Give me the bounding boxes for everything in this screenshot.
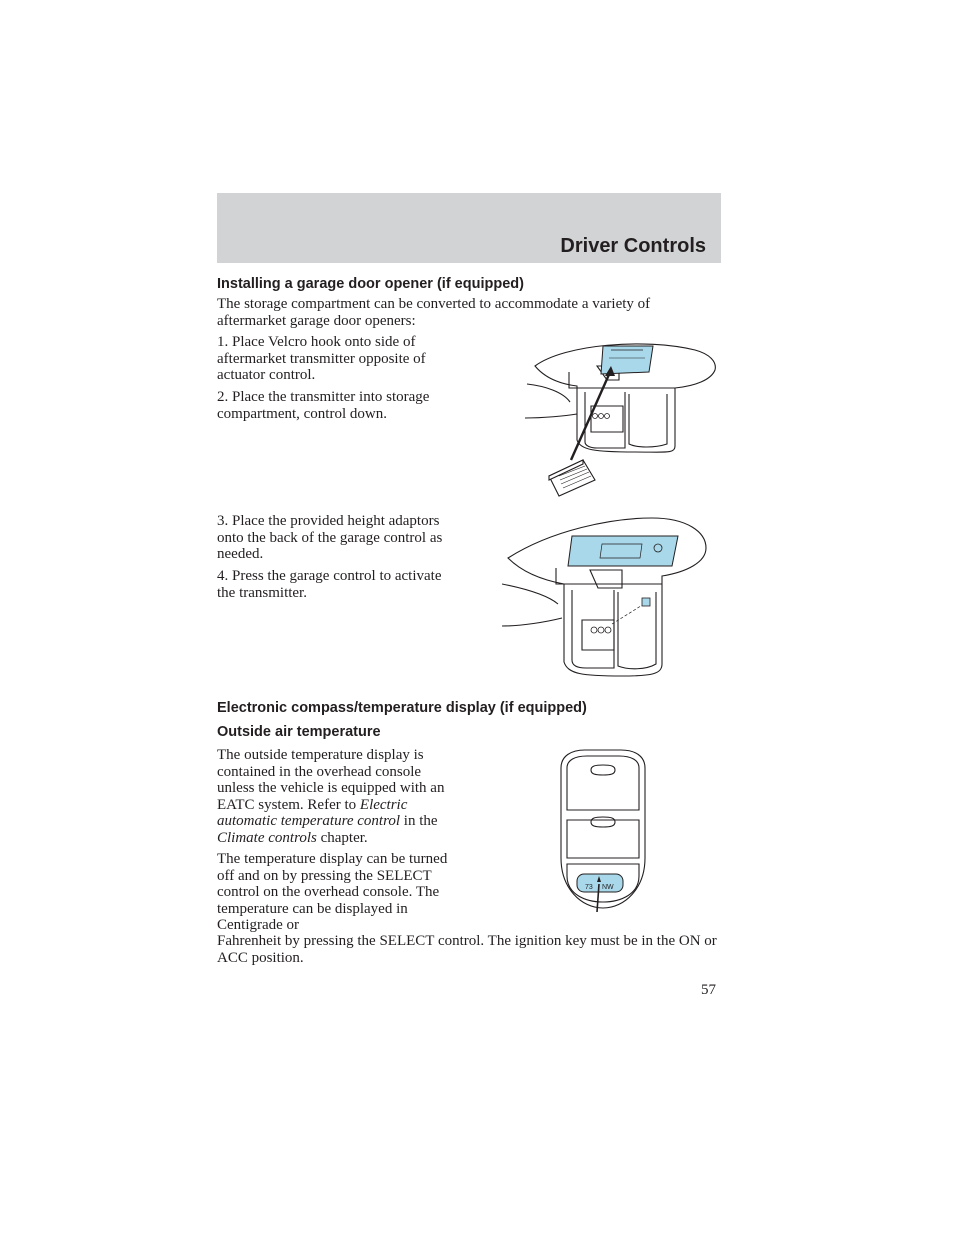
climate-controls-reference: Climate controls <box>217 829 317 846</box>
temp-text-2: in the <box>400 813 438 830</box>
eatc-reference: Electric automatic temperature control <box>217 796 408 830</box>
console-direction-readout: NW <box>602 884 614 891</box>
section-title: Driver Controls <box>560 235 706 257</box>
garage-step-1: 1. Place Velcro hook onto side of aftermarket transmitter opposite of actuator control. <box>217 334 426 384</box>
page-number: 57 <box>701 982 716 998</box>
section-header-band <box>217 193 721 263</box>
garage-step-2: 2. Place the transmitter into storage compartment, control down. <box>217 389 430 422</box>
garage-heading: Installing a garage door opener (if equipped) <box>217 276 524 292</box>
outside-temp-paragraph <box>217 747 462 847</box>
temp-display-paragraph-top: The temperature display can be turned off and on by pressing the SELECT control on the overhead console. The temperature can be displayed in Centigrade or <box>217 851 448 934</box>
outside-temp-subheading: Outside air temperature <box>217 724 381 740</box>
compass-heading: Electronic compass/temperature display (if equipped) <box>217 700 587 716</box>
garage-intro: The storage compartment can be converted to accommodate a variety of aftermarket garage door openers: <box>217 296 651 329</box>
garage-step-4: 4. Press the garage control to activate the transmitter. <box>217 568 442 601</box>
garage-step-3: 3. Place the provided height adaptors onto the back of the garage control as needed. <box>217 513 443 563</box>
temp-text-3: chapter. <box>316 829 368 846</box>
transmitter-insertion-illustration <box>525 336 721 500</box>
overhead-console-illustration <box>555 748 651 912</box>
temp-display-paragraph-bottom: Fahrenheit by pressing the SELECT control. The ignition key must be in the ON or ACC position. <box>217 933 717 966</box>
temp-text-1: The outside temperature display is contained in the overhead console unless the vehicle is equipped with an EATC system. Refer to <box>217 747 445 813</box>
console-temp-readout: 73 <box>585 884 593 891</box>
garage-control-illustration <box>502 514 712 680</box>
